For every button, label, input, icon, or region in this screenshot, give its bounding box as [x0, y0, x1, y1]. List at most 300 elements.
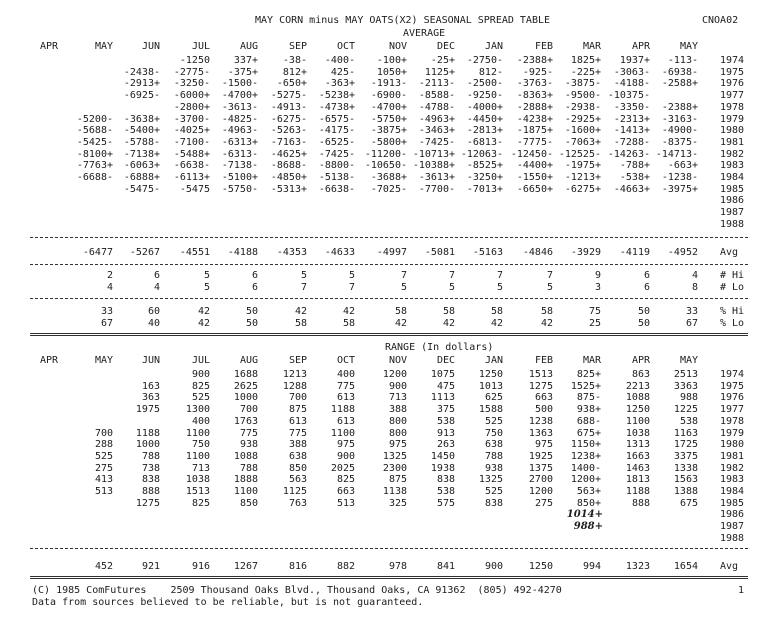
- lo-pct: 58: [342, 318, 355, 329]
- table-cell: 1188: [135, 427, 160, 439]
- table-cell: 1038: [185, 474, 210, 486]
- table-cell: 337+: [233, 55, 258, 66]
- table-cell: 1200: [528, 486, 553, 497]
- hi-pct: 58: [540, 306, 553, 317]
- table-cell: -6938-: [661, 66, 698, 78]
- table-cell: -2438-: [123, 66, 160, 78]
- table-cell: -4963+: [418, 113, 455, 125]
- table-cell: -8375-: [661, 136, 698, 148]
- table-cell: -7163-: [270, 136, 307, 148]
- month-header: MAR: [582, 355, 601, 366]
- table-cell: 1075: [430, 369, 455, 380]
- table-cell: 538: [436, 415, 455, 427]
- table-cell: 1888: [233, 474, 258, 486]
- year-label: 1980: [720, 439, 745, 451]
- table-cell: 875: [388, 474, 407, 486]
- hi-pct: 50: [637, 306, 650, 317]
- table-cell: 775: [336, 380, 355, 392]
- year-label: 1983: [720, 474, 745, 486]
- average-avg: -4551: [179, 247, 210, 258]
- table-cell: -10713+: [412, 148, 455, 160]
- table-cell: 1213: [282, 369, 307, 380]
- table-cell: -2313+: [613, 113, 650, 125]
- table-cell: 1388: [673, 486, 698, 497]
- lo-count: 7: [300, 282, 307, 293]
- table-cell: 1563: [673, 474, 698, 486]
- year-label: 1988: [720, 218, 745, 230]
- range-avg: 1323: [625, 561, 650, 572]
- average-avg: -4119: [619, 247, 650, 258]
- table-cell: -6313+: [221, 136, 258, 148]
- table-cell: 825: [191, 380, 210, 392]
- average-avg: -5267: [129, 247, 160, 258]
- lo-count: 4: [153, 282, 160, 293]
- range-avg: 816: [288, 561, 307, 572]
- year-label: 1985: [720, 497, 745, 509]
- footer-disclaimer: Data from sources believed to be reliable, but is not guaranteed.: [32, 597, 424, 608]
- range-avg: 921: [141, 561, 160, 572]
- table-cell: 1463: [625, 462, 650, 474]
- table-cell: 388: [388, 404, 407, 416]
- table-cell: 1250: [625, 404, 650, 416]
- table-cell: -5475-: [123, 183, 160, 195]
- table-cell: -5275-: [270, 90, 307, 102]
- table-cell: 1938: [430, 462, 455, 474]
- table-cell: 525: [484, 415, 503, 427]
- table-cell: -5475: [179, 183, 210, 195]
- table-cell: -7025-: [370, 183, 407, 195]
- table-cell: 975: [534, 439, 553, 451]
- table-cell: 800: [388, 427, 407, 439]
- table-cell: 1975: [135, 404, 160, 416]
- table-cell: 1188: [625, 486, 650, 497]
- hi-count: 9: [594, 270, 601, 281]
- table-cell: -6888+: [123, 172, 160, 183]
- table-cell: 3363: [673, 380, 698, 392]
- hi-pct: 58: [394, 306, 407, 317]
- table-cell: -5425-: [76, 136, 113, 148]
- table-cell: 1688: [233, 369, 258, 380]
- month-header: APR: [631, 355, 650, 366]
- table-cell: 613: [336, 392, 355, 404]
- month-header: JUN: [141, 41, 160, 52]
- table-cell: -7138+: [123, 148, 160, 160]
- table-cell: 1825+: [570, 55, 601, 66]
- range-avg: 452: [94, 561, 113, 572]
- table-cell: -38-: [282, 55, 307, 66]
- table-cell: -9500-: [564, 90, 601, 102]
- table-cell: 1275: [135, 497, 160, 509]
- average-heading: AVERAGE: [403, 28, 446, 39]
- table-cell: -3613+: [418, 172, 455, 183]
- table-cell: -4450+: [466, 113, 503, 125]
- table-cell: -4913-: [270, 101, 307, 113]
- table-cell: -1213+: [564, 172, 601, 183]
- table-cell: 1200+: [570, 474, 601, 486]
- table-cell: -6638-: [173, 160, 210, 172]
- year-label: 1977: [720, 90, 745, 102]
- table-cell: 1100: [625, 415, 650, 427]
- table-cell: -7763+: [76, 160, 113, 172]
- table-cell: 1588: [478, 404, 503, 416]
- table-cell: -4000+: [466, 101, 503, 113]
- table-cell: -6813-: [466, 136, 503, 148]
- table-cell: -1975+: [564, 160, 601, 172]
- table-cell: -3163-: [661, 113, 698, 125]
- hi-count: 4: [691, 270, 698, 281]
- table-cell: -7013+: [466, 183, 503, 195]
- year-label: 1974: [720, 55, 745, 66]
- table-cell: -2938-: [564, 101, 601, 113]
- table-cell: -2388+: [516, 55, 553, 66]
- table-cell: -2925+: [564, 113, 601, 125]
- table-cell: -5488+: [173, 148, 210, 160]
- table-cell: -6113+: [173, 172, 210, 183]
- range-avg: 978: [388, 561, 407, 572]
- table-cell: 750: [484, 427, 503, 439]
- table-cell: -10375-: [607, 90, 650, 102]
- year-label: 1985: [720, 183, 745, 195]
- hi-count: 6: [643, 270, 650, 281]
- lo-pct: 42: [442, 318, 455, 329]
- lo-pct: 67: [685, 318, 698, 329]
- table-cell: 938: [239, 439, 258, 451]
- table-cell: 975: [336, 439, 355, 451]
- lo-count: 5: [496, 282, 503, 293]
- table-cell: -3638+: [123, 113, 160, 125]
- table-cell: -5750-: [221, 183, 258, 195]
- table-cell: -6063+: [123, 160, 160, 172]
- table-cell: -3250-: [173, 78, 210, 90]
- table-cell: -113-: [667, 55, 698, 66]
- table-cell: 475: [436, 380, 455, 392]
- table-cell: 1125+: [424, 66, 455, 78]
- table-cell: 625: [484, 392, 503, 404]
- table-cell: 988+: [573, 521, 603, 533]
- table-cell: -3700-: [173, 113, 210, 125]
- divider: [30, 237, 748, 238]
- table-cell: -2500-: [466, 78, 503, 90]
- table-cell: -3463+: [418, 125, 455, 137]
- year-label: 1988: [720, 532, 745, 544]
- year-label: 1979: [720, 113, 745, 125]
- month-header: OCT: [336, 41, 355, 52]
- table-cell: 1013: [478, 380, 503, 392]
- hi-pct: 33: [100, 306, 113, 317]
- table-cell: -1875+: [516, 125, 553, 137]
- table-cell: 1100: [233, 486, 258, 497]
- table-code: CNOA02: [702, 15, 739, 26]
- average-avg: -3929: [570, 247, 601, 258]
- table-cell: 763: [288, 497, 307, 509]
- table-cell: 838: [484, 497, 503, 509]
- table-cell: -1238-: [661, 172, 698, 183]
- average-avg-label: Avg: [720, 247, 739, 258]
- table-cell: -4700+: [221, 90, 258, 102]
- table-cell: 938+: [576, 404, 601, 416]
- table-cell: 1100: [330, 427, 355, 439]
- table-cell: -5800+: [370, 136, 407, 148]
- table-cell: 163: [141, 380, 160, 392]
- table-cell: -788+: [619, 160, 650, 172]
- table-cell: -3763-: [516, 78, 553, 90]
- lo-count: 5: [203, 282, 210, 293]
- month-header: MAY: [94, 41, 113, 52]
- table-cell: 2300: [382, 462, 407, 474]
- table-cell: -10650-: [364, 160, 407, 172]
- range-avg: 900: [484, 561, 503, 572]
- table-cell: 850: [239, 497, 258, 509]
- table-cell: -3063-: [613, 66, 650, 78]
- table-cell: -6925-: [123, 90, 160, 102]
- table-cell: -4900-: [661, 125, 698, 137]
- table-cell: 2625: [233, 380, 258, 392]
- table-cell: -12525-: [558, 148, 601, 160]
- table-cell: 1113: [430, 392, 455, 404]
- lo-count: 3: [594, 282, 601, 293]
- year-label: 1979: [720, 427, 745, 439]
- table-cell: -5263-: [270, 125, 307, 137]
- table-cell: -3875-: [564, 78, 601, 90]
- table-cell: -2813+: [466, 125, 503, 137]
- table-cell: -12450-: [510, 148, 553, 160]
- table-cell: 1038: [625, 427, 650, 439]
- table-cell: -2888+: [516, 101, 553, 113]
- year-label: 1974: [720, 369, 745, 380]
- lo-pct: 42: [490, 318, 503, 329]
- table-cell: -3975+: [661, 183, 698, 195]
- table-cell: -4025+: [173, 125, 210, 137]
- table-cell: -1913-: [370, 78, 407, 90]
- table-cell: -1600+: [564, 125, 601, 137]
- table-cell: 663: [534, 392, 553, 404]
- average-avg: -4633: [324, 247, 355, 258]
- table-cell: -4625+: [270, 148, 307, 160]
- year-label: 1977: [720, 404, 745, 416]
- month-header: SEP: [288, 355, 307, 366]
- table-cell: -375+: [227, 66, 258, 78]
- table-cell: 2700: [528, 474, 553, 486]
- table-cell: -1550+: [516, 172, 553, 183]
- table-cell: 863: [631, 369, 650, 380]
- table-cell: 738: [141, 462, 160, 474]
- table-cell: -9250-: [466, 90, 503, 102]
- table-cell: 525: [191, 392, 210, 404]
- table-cell: 1338: [673, 462, 698, 474]
- table-cell: 850+: [576, 497, 601, 509]
- table-cell: -7138-: [221, 160, 258, 172]
- hi-pct: 42: [197, 306, 210, 317]
- table-cell: 1725: [673, 439, 698, 451]
- table-cell: -3250+: [466, 172, 503, 183]
- lo-pct: 42: [540, 318, 553, 329]
- average-avg: -4997: [376, 247, 407, 258]
- table-cell: 1450: [430, 450, 455, 462]
- hi-count: 7: [546, 270, 553, 281]
- table-cell: 913: [436, 427, 455, 439]
- table-cell: 263: [436, 439, 455, 451]
- table-cell: 900: [191, 369, 210, 380]
- lo-count: 4: [106, 282, 113, 293]
- table-cell: -14263-: [607, 148, 650, 160]
- table-cell: -1500-: [221, 78, 258, 90]
- table-cell: -4788-: [418, 101, 455, 113]
- year-label: 1978: [720, 101, 745, 113]
- table-cell: 363: [141, 392, 160, 404]
- table-cell: -4700+: [370, 101, 407, 113]
- table-cell: 563: [288, 474, 307, 486]
- table-cell: 700: [288, 392, 307, 404]
- table-cell: 288: [94, 439, 113, 451]
- table-cell: -6275+: [564, 183, 601, 195]
- table-cell: 1150+: [570, 439, 601, 451]
- table-cell: -8100+: [76, 148, 113, 160]
- lo-count: 7: [348, 282, 355, 293]
- average-avg: -4846: [522, 247, 553, 258]
- table-cell: 575: [436, 497, 455, 509]
- table-cell: 500: [534, 404, 553, 416]
- lo-pct: 50: [637, 318, 650, 329]
- table-cell: -7100-: [173, 136, 210, 148]
- divider: [30, 576, 748, 579]
- table-cell: 850: [288, 462, 307, 474]
- table-cell: 2025: [330, 462, 355, 474]
- table-cell: -5238+: [318, 90, 355, 102]
- table-cell: 1188: [330, 404, 355, 416]
- table-cell: -6650+: [516, 183, 553, 195]
- month-header: APR: [39, 355, 58, 366]
- table-cell: 1088: [233, 450, 258, 462]
- hi-count: 5: [300, 270, 307, 281]
- range-avg: 994: [582, 561, 601, 572]
- table-cell: -2775-: [173, 66, 210, 78]
- table-cell: 888: [141, 486, 160, 497]
- table-cell: 1363: [528, 427, 553, 439]
- table-cell: 825: [336, 474, 355, 486]
- table-cell: 1375: [528, 462, 553, 474]
- table-cell: -4188-: [613, 78, 650, 90]
- year-label: 1986: [720, 509, 745, 521]
- table-cell: 525: [94, 450, 113, 462]
- table-cell: -7775-: [516, 136, 553, 148]
- table-cell: 375: [436, 404, 455, 416]
- table-cell: 1925: [528, 450, 553, 462]
- table-cell: 1100: [185, 450, 210, 462]
- month-header: SEP: [288, 41, 307, 52]
- table-cell: 2513: [673, 369, 698, 380]
- hi-count: 7: [496, 270, 503, 281]
- table-cell: 688-: [576, 415, 601, 427]
- table-cell: -4850+: [270, 172, 307, 183]
- table-cell: -6275-: [270, 113, 307, 125]
- table-cell: -4238+: [516, 113, 553, 125]
- lo-pct: 42: [197, 318, 210, 329]
- hi-count: 5: [203, 270, 210, 281]
- table-cell: -12063-: [460, 148, 503, 160]
- table-cell: -6688-: [76, 172, 113, 183]
- table-cell: -7063+: [564, 136, 601, 148]
- table-cell: -4175-: [318, 125, 355, 137]
- table-cell: 900: [336, 450, 355, 462]
- table-cell: 513: [336, 497, 355, 509]
- year-label: 1984: [720, 172, 745, 183]
- table-cell: 812-: [478, 66, 503, 78]
- page-number: 1: [738, 585, 745, 596]
- range-avg: 916: [191, 561, 210, 572]
- table-cell: 413: [94, 474, 113, 486]
- hi-pct: 42: [342, 306, 355, 317]
- table-cell: -7425-: [418, 136, 455, 148]
- table-cell: -8363+: [516, 90, 553, 102]
- table-cell: 825: [191, 497, 210, 509]
- table-cell: 825+: [576, 369, 601, 380]
- table-cell: 1238: [528, 415, 553, 427]
- table-cell: 975: [388, 439, 407, 451]
- average-avg: -4353: [276, 247, 307, 258]
- table-cell: 713: [388, 392, 407, 404]
- table-cell: 713: [191, 462, 210, 474]
- table-cell: 875-: [576, 392, 601, 404]
- table-cell: -3688+: [370, 172, 407, 183]
- table-cell: 1125: [282, 486, 307, 497]
- hi-count: 7: [400, 270, 407, 281]
- table-cell: 988: [679, 392, 698, 404]
- lo-count: 5: [546, 282, 553, 293]
- month-header: FEB: [534, 41, 553, 52]
- month-header: DEC: [436, 355, 455, 366]
- table-cell: 1100: [185, 427, 210, 439]
- average-avg: -4188: [227, 247, 258, 258]
- year-label: 1978: [720, 415, 745, 427]
- month-header: MAY: [94, 355, 113, 366]
- table-cell: 788: [484, 450, 503, 462]
- table-cell: 812+: [282, 66, 307, 78]
- year-label: 1982: [720, 148, 745, 160]
- year-label: 1986: [720, 195, 745, 207]
- year-label: 1987: [720, 521, 745, 533]
- month-header: JAN: [484, 41, 503, 52]
- table-cell: -363+: [324, 78, 355, 90]
- table-cell: -6525-: [318, 136, 355, 148]
- divider: [30, 548, 748, 549]
- table-cell: -5138-: [318, 172, 355, 183]
- table-cell: 325: [388, 497, 407, 509]
- hi-count-label: # Hi: [720, 270, 745, 281]
- table-cell: 275: [534, 497, 553, 509]
- table-cell: 1313: [625, 439, 650, 451]
- lo-count: 5: [448, 282, 455, 293]
- table-cell: 1200: [382, 369, 407, 380]
- table-cell: -4963-: [221, 125, 258, 137]
- table-cell: -11200-: [364, 148, 407, 160]
- hi-count: 6: [251, 270, 258, 281]
- hi-pct: 58: [490, 306, 503, 317]
- table-cell: -650+: [276, 78, 307, 90]
- table-cell: 563+: [576, 486, 601, 497]
- table-cell: 675+: [576, 427, 601, 439]
- hi-count: 5: [348, 270, 355, 281]
- table-cell: 700: [94, 427, 113, 439]
- table-cell: 1513: [185, 486, 210, 497]
- lo-count: 5: [400, 282, 407, 293]
- average-avg: -5081: [424, 247, 455, 258]
- lo-pct: 40: [147, 318, 160, 329]
- lo-count: 8: [691, 282, 698, 293]
- table-cell: -8800-: [318, 160, 355, 172]
- month-header: MAR: [582, 41, 601, 52]
- table-cell: -7425-: [318, 148, 355, 160]
- table-cell: -6638-: [318, 183, 355, 195]
